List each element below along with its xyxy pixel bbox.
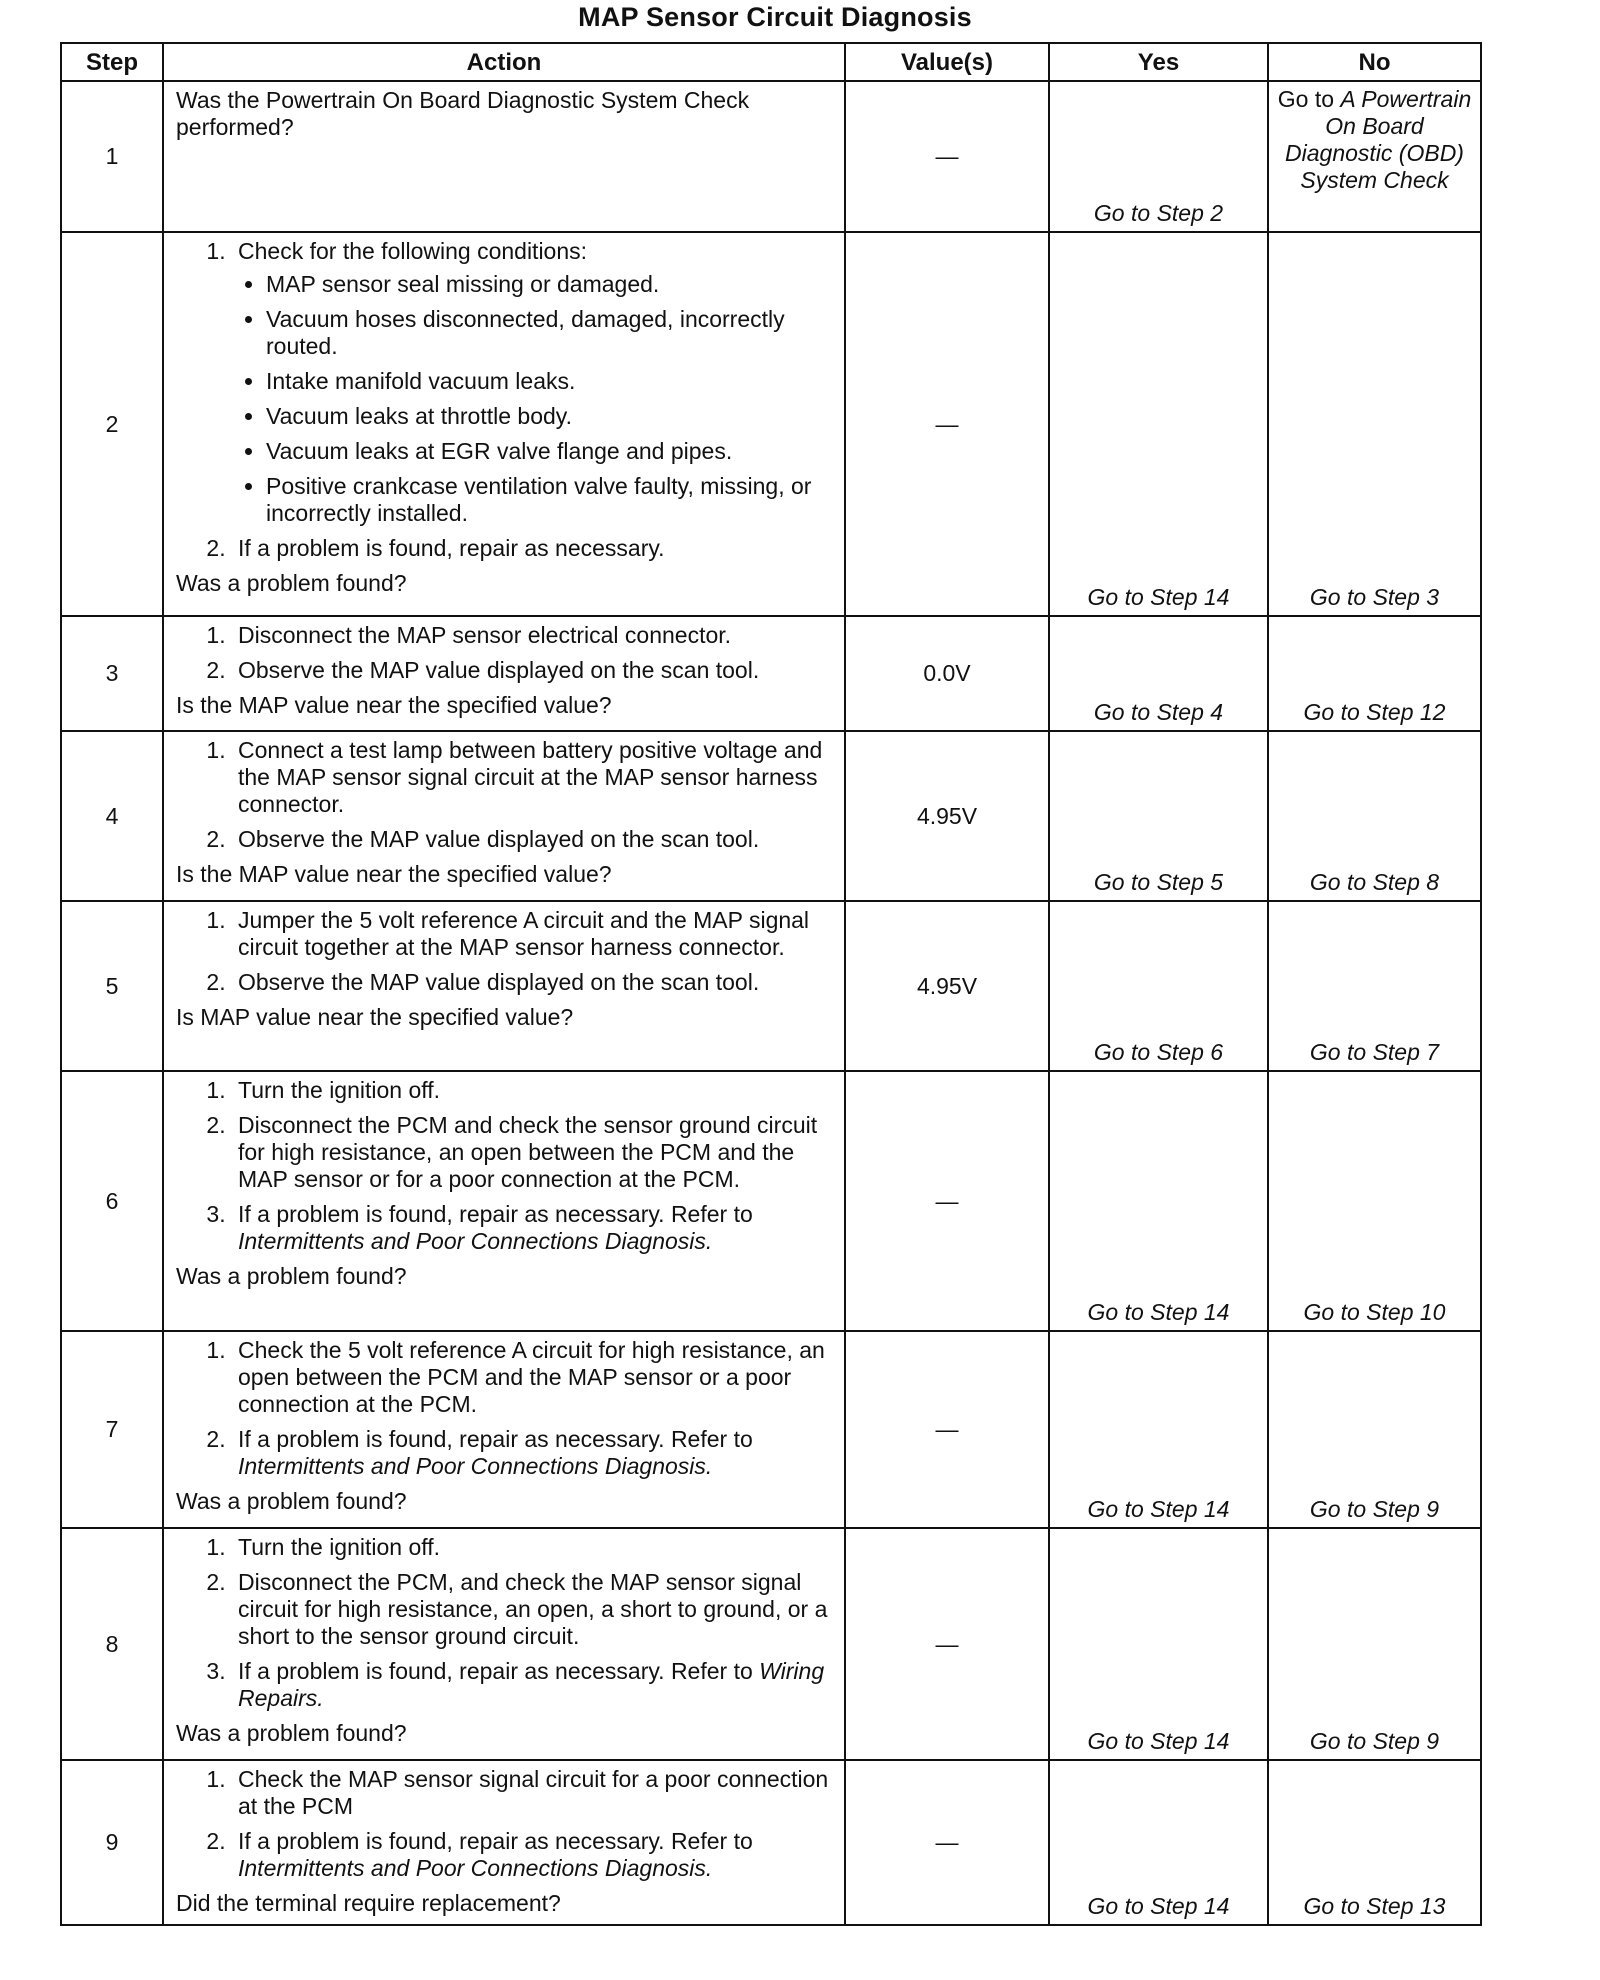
condition-item: • Vacuum hoses disconnected, damaged, incorrectly routed. (266, 306, 838, 360)
action-cell (163, 1760, 845, 1925)
table-row (61, 232, 1481, 616)
action-step: 2. Observe the MAP value displayed on the scan tool. (232, 826, 838, 853)
action-steps (176, 1337, 838, 1480)
action-cell (163, 731, 845, 901)
table-row (61, 731, 1481, 901)
no-cell: Go to Step 9 (1268, 1331, 1481, 1528)
table-row (61, 616, 1481, 731)
no-cell: Go to Step 3 (1268, 232, 1481, 616)
action-steps (176, 1766, 838, 1882)
value-cell: — (845, 1528, 1049, 1760)
condition-item: • Intake manifold vacuum leaks. (266, 368, 838, 395)
action-steps (176, 737, 838, 853)
condition-item: • Positive crankcase ventilation valve faulty, missing, or incorrectly installed. (266, 473, 838, 527)
value-cell: — (845, 1071, 1049, 1331)
action-cell (163, 1528, 845, 1760)
action-steps (176, 238, 838, 562)
action-step: 1. Connect a test lamp between battery positive voltage and the MAP sensor signal circuit at the MAP sensor harness connector. (232, 737, 838, 818)
value-cell: 0.0V (845, 616, 1049, 731)
action-step: 1. Turn the ignition off. (232, 1534, 838, 1561)
action-question: Was a problem found? (176, 570, 407, 596)
action-question: Is the MAP value near the specified value? (176, 692, 612, 718)
no-cell: Go to Step 12 (1268, 616, 1481, 731)
action-step (232, 238, 838, 527)
value-cell: — (845, 81, 1049, 232)
action-step (232, 1426, 838, 1480)
action-question: Was a problem found? (176, 1263, 407, 1289)
step-number: 1 (61, 81, 163, 232)
no-cell (1268, 81, 1481, 232)
table-row (61, 81, 1481, 232)
action-step: 2. If a problem is found, repair as necessary. (232, 535, 838, 562)
no-cell: Go to Step 13 (1268, 1760, 1481, 1925)
yes-cell: Go to Step 14 (1049, 232, 1268, 616)
action-question: Is MAP value near the specified value? (176, 1004, 574, 1030)
action-step (232, 1828, 838, 1882)
action-cell (163, 81, 845, 232)
action-step (232, 1658, 838, 1712)
reference-link: Intermittents and Poor Connections Diagnosis. (238, 1453, 713, 1479)
yes-cell: Go to Step 14 (1049, 1760, 1268, 1925)
condition-item: • Vacuum leaks at EGR valve flange and pipes. (266, 438, 838, 465)
page-title: MAP Sensor Circuit Diagnosis (578, 2, 972, 32)
reference-link: Wiring Repairs. (238, 1658, 825, 1711)
value-cell: — (845, 232, 1049, 616)
action-cell (163, 1071, 845, 1331)
step-number: 7 (61, 1331, 163, 1528)
action-question: Was a problem found? (176, 1488, 407, 1514)
action-step-text: If a problem is found, repair as necessary. Refer to (238, 1426, 753, 1452)
yes-cell: Go to Step 14 (1049, 1528, 1268, 1760)
action-steps (176, 1534, 838, 1712)
header-action: Action (163, 43, 845, 81)
header-step: Step (61, 43, 163, 81)
action-step: 2. Disconnect the PCM, and check the MAP sensor signal circuit for high resistance, an open, a short to ground, or a short to the sensor ground circuit. (232, 1569, 838, 1650)
value-cell: 4.95V (845, 731, 1049, 901)
action-question: Was a problem found? (176, 1720, 407, 1746)
no-reference: A Powertrain On Board Diagnostic (OBD) System Check (1285, 86, 1472, 193)
value-cell: — (845, 1331, 1049, 1528)
action-step: 1. Jumper the 5 volt reference A circuit and the MAP signal circuit together at the MAP sensor harness connector. (232, 907, 838, 961)
action-cell (163, 901, 845, 1071)
header-values: Value(s) (845, 43, 1049, 81)
no-cell: Go to Step 8 (1268, 731, 1481, 901)
value-cell: — (845, 1760, 1049, 1925)
step-number: 6 (61, 1071, 163, 1331)
action-steps (176, 622, 838, 684)
action-step-text: If a problem is found, repair as necessary. Refer to (238, 1828, 753, 1854)
action-step: 1. Disconnect the MAP sensor electrical connector. (232, 622, 838, 649)
value-cell: 4.95V (845, 901, 1049, 1071)
condition-item: • MAP sensor seal missing or damaged. (266, 271, 838, 298)
action-cell (163, 616, 845, 731)
step-number: 3 (61, 616, 163, 731)
step-number: 2 (61, 232, 163, 616)
action-step: 2. Observe the MAP value displayed on the scan tool. (232, 657, 838, 684)
header-no: No (1268, 43, 1481, 81)
table-row (61, 1331, 1481, 1528)
no-cell: Go to Step 9 (1268, 1528, 1481, 1760)
reference-link: Intermittents and Poor Connections Diagnosis. (238, 1228, 713, 1254)
yes-cell: Go to Step 14 (1049, 1071, 1268, 1331)
header-yes: Yes (1049, 43, 1268, 81)
table-row (61, 1528, 1481, 1760)
action-step: 1. Check the MAP sensor signal circuit for a poor connection at the PCM (232, 1766, 838, 1820)
step-number: 5 (61, 901, 163, 1071)
step-number: 9 (61, 1760, 163, 1925)
action-step: 1. Turn the ignition off. (232, 1077, 838, 1104)
yes-cell: Go to Step 4 (1049, 616, 1268, 731)
action-step: 2. Disconnect the PCM and check the sensor ground circuit for high resistance, an open between the PCM and the MAP sensor or for a poor connection at the PCM. (232, 1112, 838, 1193)
diagnosis-table (60, 42, 1482, 1926)
action-step: 2. Observe the MAP value displayed on the scan tool. (232, 969, 838, 996)
action-step: 1. Check the 5 volt reference A circuit for high resistance, an open between the PCM and the MAP sensor or a poor connection at the PCM. (232, 1337, 838, 1418)
action-question: Was the Powertrain On Board Diagnostic System Check performed? (176, 87, 750, 140)
action-cell (163, 1331, 845, 1528)
reference-link: Intermittents and Poor Connections Diagnosis. (238, 1855, 713, 1881)
action-steps (176, 907, 838, 996)
no-cell: Go to Step 7 (1268, 901, 1481, 1071)
action-steps (176, 1077, 838, 1255)
condition-item: • Vacuum leaks at throttle body. (266, 403, 838, 430)
action-cell (163, 232, 845, 616)
no-cell: Go to Step 10 (1268, 1071, 1481, 1331)
yes-cell: Go to Step 14 (1049, 1331, 1268, 1528)
table-row (61, 1071, 1481, 1331)
table-row (61, 1760, 1481, 1925)
table-row (61, 901, 1481, 1071)
action-question: Is the MAP value near the specified value? (176, 861, 612, 887)
action-step-text: If a problem is found, repair as necessary. Refer to (238, 1658, 760, 1684)
yes-cell: Go to Step 5 (1049, 731, 1268, 901)
action-question: Did the terminal require replacement? (176, 1890, 561, 1916)
no-prefix: Go to (1277, 86, 1341, 112)
action-step-text: Check for the following conditions: (238, 238, 588, 264)
yes-cell: Go to Step 6 (1049, 901, 1268, 1071)
step-number: 8 (61, 1528, 163, 1760)
condition-list (238, 271, 838, 527)
yes-cell: Go to Step 2 (1049, 81, 1268, 232)
action-step-text: If a problem is found, repair as necessary. Refer to (238, 1201, 753, 1227)
header-row (61, 43, 1481, 81)
step-number: 4 (61, 731, 163, 901)
action-step (232, 1201, 838, 1255)
